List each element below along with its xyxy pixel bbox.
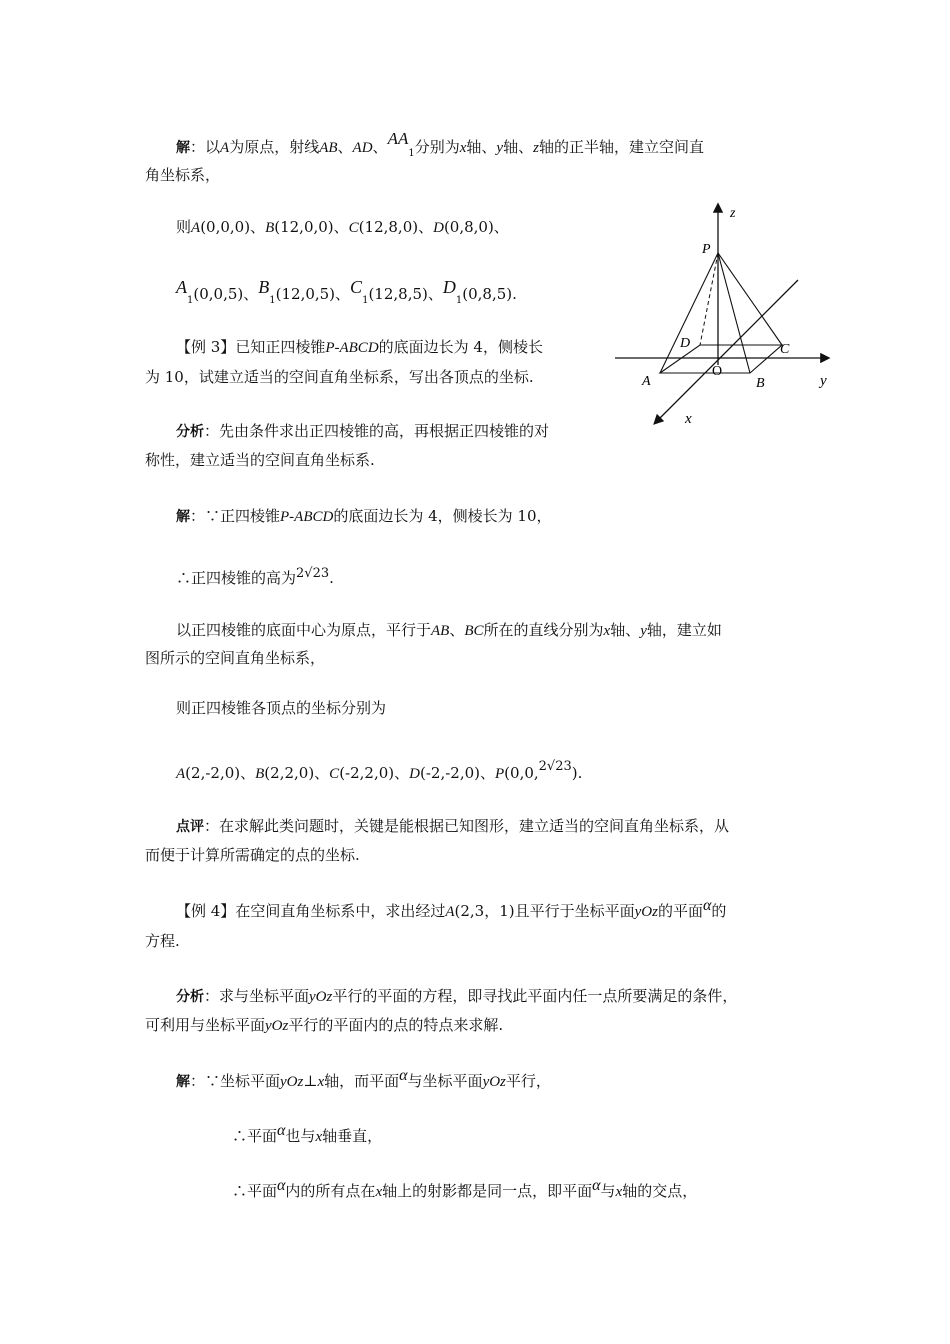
comment (176, 813, 729, 840)
axis-label: x (315, 1129, 323, 1145)
point-label: B (258, 277, 270, 297)
coord: (2,-2,0)、 (185, 764, 256, 782)
text: ：∵坐标平面 (190, 1072, 281, 1090)
text: 的 (711, 902, 727, 920)
segment-aa1: AA (387, 129, 409, 148)
text: 已知正四棱锥 (235, 338, 326, 356)
text: ∴平面 (232, 1127, 278, 1145)
analysis-4 (176, 983, 737, 1010)
coord: ). (571, 764, 583, 782)
label-z: z (730, 206, 736, 221)
plane-label: yOz (265, 1018, 289, 1034)
text: 为原点，射线 (229, 138, 320, 156)
point-label: C (348, 220, 359, 236)
text: 内的所有点在 (285, 1182, 376, 1200)
label-c: C (780, 342, 790, 357)
text: 轴，而平面 (324, 1072, 400, 1090)
coord: (2,2,0)、 (264, 764, 330, 782)
solution-label: 解 (176, 140, 190, 156)
origin-line-cont: 图所示的空间直角坐标系， (145, 649, 326, 667)
text: ：求与坐标平面 (204, 987, 310, 1005)
axis-label: x (317, 1074, 325, 1090)
text: 分别为 (414, 138, 460, 156)
text: 轴、 (610, 621, 641, 639)
plane-label: yOz (482, 1074, 506, 1090)
coord: (12,0,5)、 (275, 285, 351, 303)
axis-label: x (375, 1184, 383, 1200)
text: 的平面 (657, 902, 703, 920)
point-label: D (433, 220, 444, 236)
axis-label: y (640, 623, 647, 639)
text: ：∵正四棱锥 (190, 507, 281, 525)
alpha-symbol: α (592, 1177, 601, 1194)
edge-pc (718, 253, 782, 345)
analysis-4-cont (145, 1012, 503, 1039)
alpha-symbol: α (277, 1177, 286, 1194)
pyramid-name: P-ABCD (325, 340, 379, 356)
coords-line (176, 214, 509, 241)
text: 平行的平面的方程，即寻找此平面内任一点所要满足的条件， (332, 987, 738, 1005)
origin-line (176, 617, 722, 644)
text: 以正四棱锥的底面中心为原点，平行于 (176, 621, 432, 639)
point-label: C (329, 766, 340, 782)
analysis-3-cont: 称性，建立适当的空间直角坐标系. (145, 451, 375, 469)
solution-4-line2 (232, 1123, 382, 1150)
analysis-label: 分析 (176, 989, 204, 1005)
example-tag: 【例 4】 (176, 902, 236, 920)
text: 且平行于坐标平面 (514, 902, 635, 920)
coord: (-2,-2,0)、 (419, 764, 495, 782)
text: 、 (372, 138, 388, 156)
solution-3 (176, 503, 552, 530)
coord: (0,0,0)、 (200, 218, 266, 236)
height-line (176, 565, 334, 593)
coord: (0,0, (504, 764, 539, 782)
label-o: O (712, 364, 723, 379)
text: 、 (449, 621, 465, 639)
label-p: P (702, 242, 711, 257)
x-axis (655, 280, 798, 423)
subscript: 1 (187, 295, 194, 306)
alpha-symbol: α (277, 1122, 286, 1139)
subscript: 1 (455, 295, 463, 306)
plane-label: yOz (280, 1074, 304, 1090)
height-value: 2√23 (538, 759, 572, 774)
point-label: A (176, 277, 187, 297)
axis-label: z (533, 140, 539, 156)
label-a: A (642, 374, 651, 389)
example-tag: 【例 3】 (176, 338, 236, 356)
text: 、 (337, 138, 353, 156)
coord: (-2,2,0)、 (339, 764, 410, 782)
text: 所在的直线分别为 (483, 621, 604, 639)
point-label: P (495, 766, 505, 782)
pyramid-figure (610, 195, 850, 435)
axis-label: x (603, 623, 611, 639)
segment-label: AB (319, 140, 338, 156)
segment-label: BC (464, 623, 484, 639)
text: 可利用与坐标平面 (145, 1016, 266, 1034)
point-label: B (255, 766, 265, 782)
coord: (0,0,5)、 (193, 285, 259, 303)
point-label: A (220, 140, 230, 156)
pyramid-name: P-ABCD (280, 509, 334, 525)
text: 的底面边长为 4，侧棱长 (378, 338, 543, 356)
text: ∴平面 (232, 1182, 278, 1200)
solution-label: 解 (176, 509, 190, 525)
label-d: D (680, 336, 691, 351)
text: 与坐标平面 (407, 1072, 483, 1090)
text: 轴垂直， (322, 1127, 383, 1145)
point-label: A (191, 220, 201, 236)
example-4-cont: 方程. (145, 932, 180, 950)
coord: (2,3，1) (454, 902, 515, 920)
text: 轴的交点， (622, 1182, 698, 1200)
text: ⊥ (303, 1072, 318, 1090)
alpha-symbol: α (399, 1067, 408, 1084)
point-label: A (176, 766, 186, 782)
text: 轴、 (503, 138, 534, 156)
segment-label: AD (352, 140, 373, 156)
comment-label: 点评 (176, 819, 204, 835)
text: 与 (600, 1182, 616, 1200)
text: 在空间直角坐标系中，求出经过 (235, 902, 446, 920)
solution-line-cont: 角坐标系， (145, 166, 221, 184)
axis-label: x (615, 1184, 623, 1200)
axis-label: x (459, 140, 467, 156)
height-value: 2√23 (296, 566, 330, 581)
vertices-coords (176, 760, 582, 788)
segment-label: AB (431, 623, 450, 639)
text: 轴上的射影都是同一点，即平面 (382, 1182, 593, 1200)
analysis-label: 分析 (176, 424, 204, 440)
example-3-cont: 为 10，试建立适当的空间直角坐标系，写出各顶点的坐标. (145, 368, 534, 386)
text: ：先由条件求出正四棱锥的高，再根据正四棱锥的对 (204, 422, 550, 440)
point-label: C (350, 277, 363, 297)
subscript: 1 (269, 295, 276, 306)
edge-pa (660, 253, 718, 373)
coords-line-upper (176, 277, 517, 310)
text: 轴，建立如 (646, 621, 722, 639)
text: 的底面边长为 4，侧棱长为 10， (333, 507, 552, 525)
coord: (0,8,5). (462, 285, 517, 303)
example-3 (176, 334, 543, 361)
label-y: y (820, 373, 827, 389)
text: . (329, 569, 334, 587)
text: 则 (176, 218, 192, 236)
text: 也与 (285, 1127, 316, 1145)
text: 平行的平面内的点的特点来求解. (288, 1016, 504, 1034)
coord: (12,8,5)、 (368, 285, 443, 303)
point-label: D (442, 277, 456, 297)
example-4 (176, 898, 726, 925)
text: 轴的正半轴，建立空间直 (538, 138, 704, 156)
subscript: 1 (362, 295, 369, 306)
label-x: x (685, 411, 692, 427)
axis-label: y (496, 140, 504, 156)
text: 轴、 (466, 138, 497, 156)
text: ：以 (190, 138, 221, 156)
solution-4-line3 (232, 1178, 697, 1205)
coord: (12,0,0)、 (274, 218, 349, 236)
subscript: 1 (408, 148, 415, 159)
text: 平行， (505, 1072, 551, 1090)
plane-label: yOz (634, 904, 658, 920)
text: ∴正四棱锥的高为 (176, 569, 297, 587)
analysis-3 (176, 418, 549, 445)
point-label: A (445, 904, 455, 920)
alpha-symbol: α (702, 897, 712, 914)
vertices-intro: 则正四棱锥各顶点的坐标分别为 (176, 699, 387, 717)
coord: (12,8,0)、 (358, 218, 434, 236)
comment-cont: 而便于计算所需确定的点的坐标. (145, 846, 360, 864)
point-label: B (265, 220, 275, 236)
text: ：在求解此类问题时，关键是能根据已知图形，建立适当的空间直角坐标系，从 (204, 817, 730, 835)
solution-line (176, 129, 704, 163)
plane-label: yOz (309, 989, 333, 1005)
point-label: D (409, 766, 420, 782)
solution-label: 解 (176, 1074, 190, 1090)
label-b: B (756, 376, 765, 391)
coord: (0,8,0)、 (443, 218, 509, 236)
edge-pd (700, 253, 718, 345)
solution-4 (176, 1068, 551, 1095)
